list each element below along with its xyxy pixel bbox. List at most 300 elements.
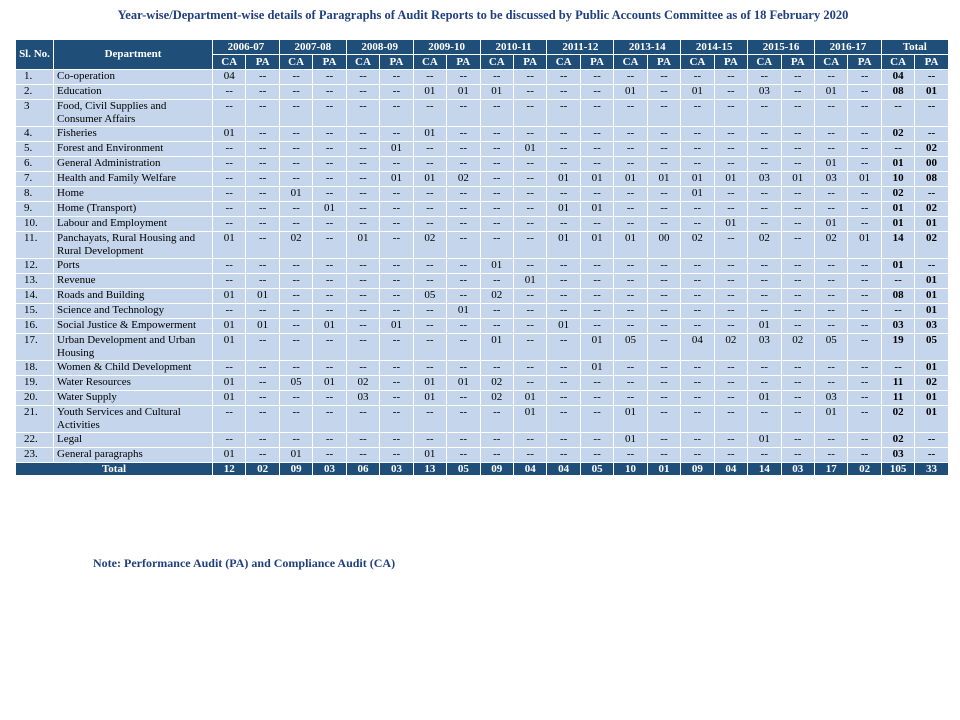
value-cell: -- [346,202,379,217]
value-cell: -- [848,85,881,100]
value-cell: -- [447,319,480,334]
value-cell: -- [714,157,747,172]
total-value-cell: 01 [881,259,914,274]
value-cell: 05 [814,334,847,361]
value-cell: 01 [313,376,346,391]
value-cell: -- [346,406,379,433]
table-row [16,232,949,259]
value-cell: -- [848,217,881,232]
value-cell: 05 [279,376,312,391]
department-cell: General paragraphs [54,448,213,463]
value-cell: -- [580,217,613,232]
value-cell: -- [279,85,312,100]
value-cell: -- [848,448,881,463]
year-header: 2010-11 [480,40,547,55]
value-cell: 01 [447,376,480,391]
value-cell: -- [614,376,647,391]
value-cell: -- [447,274,480,289]
value-cell: -- [647,259,680,274]
value-cell: -- [580,391,613,406]
value-cell: -- [547,100,580,127]
total-cell: 33 [915,463,948,476]
value-cell: -- [413,100,446,127]
value-cell: -- [647,319,680,334]
value-cell: -- [848,319,881,334]
value-cell: -- [447,448,480,463]
value-cell: -- [714,433,747,448]
value-cell: -- [313,448,346,463]
sl-no-cell: 16. [16,319,54,334]
table-row [16,217,949,232]
value-cell: 01 [279,448,312,463]
total-value-cell: 01 [915,304,948,319]
value-cell: -- [681,127,714,142]
value-cell: -- [681,361,714,376]
value-cell: 03 [748,85,781,100]
year-header-row [16,40,949,55]
total-value-cell: 02 [915,232,948,259]
total-value-cell: 02 [915,376,948,391]
value-cell: 01 [547,202,580,217]
value-cell: -- [279,274,312,289]
value-cell: 02 [681,232,714,259]
pa-header: PA [580,55,613,70]
value-cell: -- [380,100,413,127]
total-value-cell: 02 [915,202,948,217]
value-cell: 01 [614,232,647,259]
table-body [16,70,949,463]
value-cell: -- [380,232,413,259]
value-cell: -- [213,202,246,217]
value-cell: 02 [480,289,513,304]
value-cell: -- [346,70,379,85]
value-cell: -- [748,376,781,391]
value-cell: -- [279,319,312,334]
department-cell: Fisheries [54,127,213,142]
year-header: 2006-07 [213,40,280,55]
value-cell: -- [213,274,246,289]
value-cell: -- [447,232,480,259]
value-cell: -- [480,433,513,448]
value-cell: -- [380,376,413,391]
value-cell: -- [279,217,312,232]
value-cell: 01 [848,232,881,259]
table-row [16,433,949,448]
value-cell: -- [614,127,647,142]
value-cell: -- [413,157,446,172]
value-cell: 02 [480,376,513,391]
value-cell: -- [380,391,413,406]
value-cell: 01 [313,202,346,217]
value-cell: 01 [213,334,246,361]
value-cell: -- [346,85,379,100]
value-cell: -- [748,217,781,232]
value-cell: -- [346,433,379,448]
value-cell: 01 [580,361,613,376]
value-cell: -- [781,391,814,406]
value-cell: -- [547,334,580,361]
value-cell: -- [781,157,814,172]
value-cell: -- [814,376,847,391]
value-cell: -- [647,376,680,391]
value-cell: -- [279,142,312,157]
value-cell: -- [213,172,246,187]
value-cell: -- [514,289,547,304]
value-cell: -- [714,259,747,274]
value-cell: -- [480,157,513,172]
total-cell: 105 [881,463,914,476]
value-cell: -- [447,391,480,406]
value-cell: -- [614,319,647,334]
value-cell: -- [848,289,881,304]
value-cell: -- [748,361,781,376]
value-cell: 01 [213,289,246,304]
total-value-cell: 11 [881,391,914,406]
value-cell: -- [781,304,814,319]
value-cell: -- [480,448,513,463]
total-cell: 02 [246,463,279,476]
value-cell: -- [748,187,781,202]
department-cell: Legal [54,433,213,448]
value-cell: 02 [781,334,814,361]
value-cell: -- [647,187,680,202]
value-cell: -- [580,100,613,127]
table-row [16,391,949,406]
value-cell: -- [346,361,379,376]
value-cell: 02 [480,391,513,406]
value-cell: -- [213,187,246,202]
value-cell: -- [748,406,781,433]
pa-header: PA [313,55,346,70]
table-row [16,100,949,127]
pa-header: PA [714,55,747,70]
value-cell: -- [681,391,714,406]
department-cell: Labour and Employment [54,217,213,232]
value-cell: -- [547,304,580,319]
value-cell: -- [681,217,714,232]
value-cell: -- [346,319,379,334]
value-cell: 01 [514,391,547,406]
value-cell: -- [313,274,346,289]
table-row [16,361,949,376]
sl-no-cell: 8. [16,187,54,202]
value-cell: -- [848,202,881,217]
value-cell: -- [213,100,246,127]
department-header: Department [54,40,213,70]
value-cell: -- [714,187,747,202]
value-cell: 03 [814,391,847,406]
value-cell: -- [714,319,747,334]
table-row [16,127,949,142]
table-row [16,304,949,319]
value-cell: -- [380,304,413,319]
value-cell: 01 [447,304,480,319]
value-cell: -- [647,406,680,433]
value-cell: -- [380,70,413,85]
value-cell: -- [714,100,747,127]
value-cell: -- [279,172,312,187]
value-cell: -- [246,391,279,406]
value-cell: 01 [814,406,847,433]
value-cell: -- [580,319,613,334]
table-row [16,259,949,274]
value-cell: 01 [213,391,246,406]
value-cell: 01 [547,232,580,259]
value-cell: 01 [781,172,814,187]
value-cell: 01 [614,433,647,448]
total-value-cell: -- [915,187,948,202]
value-cell: -- [313,100,346,127]
value-cell: 01 [748,319,781,334]
department-cell: Social Justice & Empowerment [54,319,213,334]
value-cell: 01 [413,127,446,142]
sl-no-cell: 3 [16,100,54,127]
value-cell: -- [413,217,446,232]
value-cell: -- [547,157,580,172]
total-value-cell: 10 [881,172,914,187]
value-cell: -- [246,187,279,202]
value-cell: -- [580,259,613,274]
value-cell: -- [413,274,446,289]
value-cell: -- [346,259,379,274]
total-value-cell: 19 [881,334,914,361]
total-cell: 09 [480,463,513,476]
value-cell: -- [547,187,580,202]
total-value-cell: 03 [915,319,948,334]
value-cell: -- [413,433,446,448]
total-value-cell: 01 [915,217,948,232]
total-value-cell: 02 [881,406,914,433]
value-cell: -- [447,157,480,172]
ca-header: CA [279,55,312,70]
value-cell: -- [547,70,580,85]
department-cell: Home (Transport) [54,202,213,217]
value-cell: 05 [413,289,446,304]
value-cell: -- [547,433,580,448]
department-cell: Revenue [54,274,213,289]
value-cell: -- [614,391,647,406]
value-cell: -- [246,448,279,463]
value-cell: -- [279,406,312,433]
department-cell: Education [54,85,213,100]
value-cell: -- [480,100,513,127]
total-cell: 14 [748,463,781,476]
value-cell: -- [380,433,413,448]
page-title: Year-wise/Department-wise details of Paragraphs of Audit Reports to be discussed by Public Accounts Committee as of 18 February 2020 [117,8,849,22]
value-cell: -- [213,142,246,157]
total-label: Total [16,463,213,476]
value-cell: -- [614,361,647,376]
value-cell: -- [514,232,547,259]
value-cell: -- [346,274,379,289]
value-cell: -- [246,406,279,433]
ca-header: CA [346,55,379,70]
value-cell: -- [246,70,279,85]
value-cell: -- [814,433,847,448]
department-cell: Women & Child Development [54,361,213,376]
value-cell: -- [547,391,580,406]
total-cell: 13 [413,463,446,476]
total-cell: 03 [313,463,346,476]
value-cell: -- [346,100,379,127]
sl-no-cell: 6. [16,157,54,172]
value-cell: -- [447,127,480,142]
value-cell: 01 [614,172,647,187]
value-cell: 01 [413,376,446,391]
value-cell: 01 [547,172,580,187]
value-cell: -- [681,319,714,334]
total-row [16,463,949,476]
value-cell: -- [213,217,246,232]
value-cell: -- [246,304,279,319]
department-cell: Forest and Environment [54,142,213,157]
value-cell: 01 [748,433,781,448]
value-cell: -- [681,70,714,85]
value-cell: -- [848,142,881,157]
value-cell: -- [413,406,446,433]
value-cell: 01 [480,85,513,100]
total-cell: 02 [848,463,881,476]
value-cell: -- [313,406,346,433]
value-cell: -- [647,127,680,142]
value-cell: -- [848,70,881,85]
value-cell: -- [514,334,547,361]
value-cell: 01 [213,448,246,463]
value-cell: -- [514,259,547,274]
value-cell: -- [380,274,413,289]
value-cell: -- [647,142,680,157]
value-cell: -- [614,202,647,217]
total-cell: 09 [279,463,312,476]
total-value-cell: -- [915,259,948,274]
value-cell: -- [246,217,279,232]
total-cell: 03 [380,463,413,476]
table-row [16,274,949,289]
table-row [16,376,949,391]
value-cell: 01 [213,319,246,334]
value-cell: -- [647,448,680,463]
department-cell: Science and Technology [54,304,213,319]
value-cell: -- [848,304,881,319]
value-cell: -- [447,334,480,361]
total-value-cell: 01 [915,289,948,304]
value-cell: 01 [814,85,847,100]
value-cell: -- [681,448,714,463]
value-cell: -- [246,100,279,127]
total-value-cell: 02 [881,127,914,142]
value-cell: -- [580,85,613,100]
value-cell: -- [246,202,279,217]
sl-no-cell: 19. [16,376,54,391]
value-cell: 01 [714,217,747,232]
value-cell: -- [413,70,446,85]
total-value-cell: 08 [881,85,914,100]
total-value-cell: 01 [915,406,948,433]
value-cell: -- [313,259,346,274]
value-cell: -- [647,217,680,232]
value-cell: -- [213,304,246,319]
sl-no-cell: 10. [16,217,54,232]
sl-no-cell: 21. [16,406,54,433]
value-cell: -- [580,448,613,463]
value-cell: -- [714,142,747,157]
value-cell: -- [848,406,881,433]
value-cell: -- [346,334,379,361]
value-cell: -- [313,361,346,376]
value-cell: -- [279,391,312,406]
value-cell: -- [346,142,379,157]
value-cell: -- [213,433,246,448]
total-value-cell: -- [881,100,914,127]
value-cell: -- [213,406,246,433]
value-cell: -- [279,259,312,274]
total-value-cell: -- [915,433,948,448]
value-cell: -- [647,289,680,304]
value-cell: -- [681,259,714,274]
ca-header: CA [748,55,781,70]
value-cell: 01 [714,172,747,187]
pa-header: PA [380,55,413,70]
pa-header: PA [848,55,881,70]
value-cell: -- [814,448,847,463]
table-row [16,334,949,361]
value-cell: -- [580,376,613,391]
year-header: 2011-12 [547,40,614,55]
total-value-cell: -- [915,100,948,127]
value-cell: -- [781,217,814,232]
value-cell: -- [447,70,480,85]
value-cell: -- [213,259,246,274]
value-cell: -- [580,274,613,289]
value-cell: -- [514,172,547,187]
value-cell: -- [781,232,814,259]
pa-header: PA [647,55,680,70]
value-cell: 01 [514,142,547,157]
value-cell: -- [480,319,513,334]
table-note: Note: Performance Audit (PA) and Compliance Audit (CA) [93,556,396,570]
value-cell: -- [781,448,814,463]
value-cell: 01 [681,172,714,187]
value-cell: -- [614,274,647,289]
value-cell: -- [447,100,480,127]
value-cell: -- [814,274,847,289]
ca-header: CA [881,55,914,70]
value-cell: -- [380,334,413,361]
value-cell: -- [447,142,480,157]
sl-no-cell: 7. [16,172,54,187]
value-cell: -- [681,274,714,289]
table-row [16,70,949,85]
value-cell: -- [614,157,647,172]
year-header: Total [881,40,948,55]
value-cell: -- [580,127,613,142]
value-cell: -- [748,70,781,85]
value-cell: -- [246,259,279,274]
value-cell: -- [814,187,847,202]
value-cell: 01 [514,406,547,433]
ca-header: CA [480,55,513,70]
value-cell: -- [447,361,480,376]
value-cell: 01 [279,187,312,202]
value-cell: -- [647,100,680,127]
value-cell: -- [279,127,312,142]
total-value-cell: -- [915,70,948,85]
value-cell: -- [681,100,714,127]
value-cell: -- [313,433,346,448]
total-value-cell: 01 [881,217,914,232]
value-cell: -- [681,304,714,319]
value-cell: -- [547,376,580,391]
